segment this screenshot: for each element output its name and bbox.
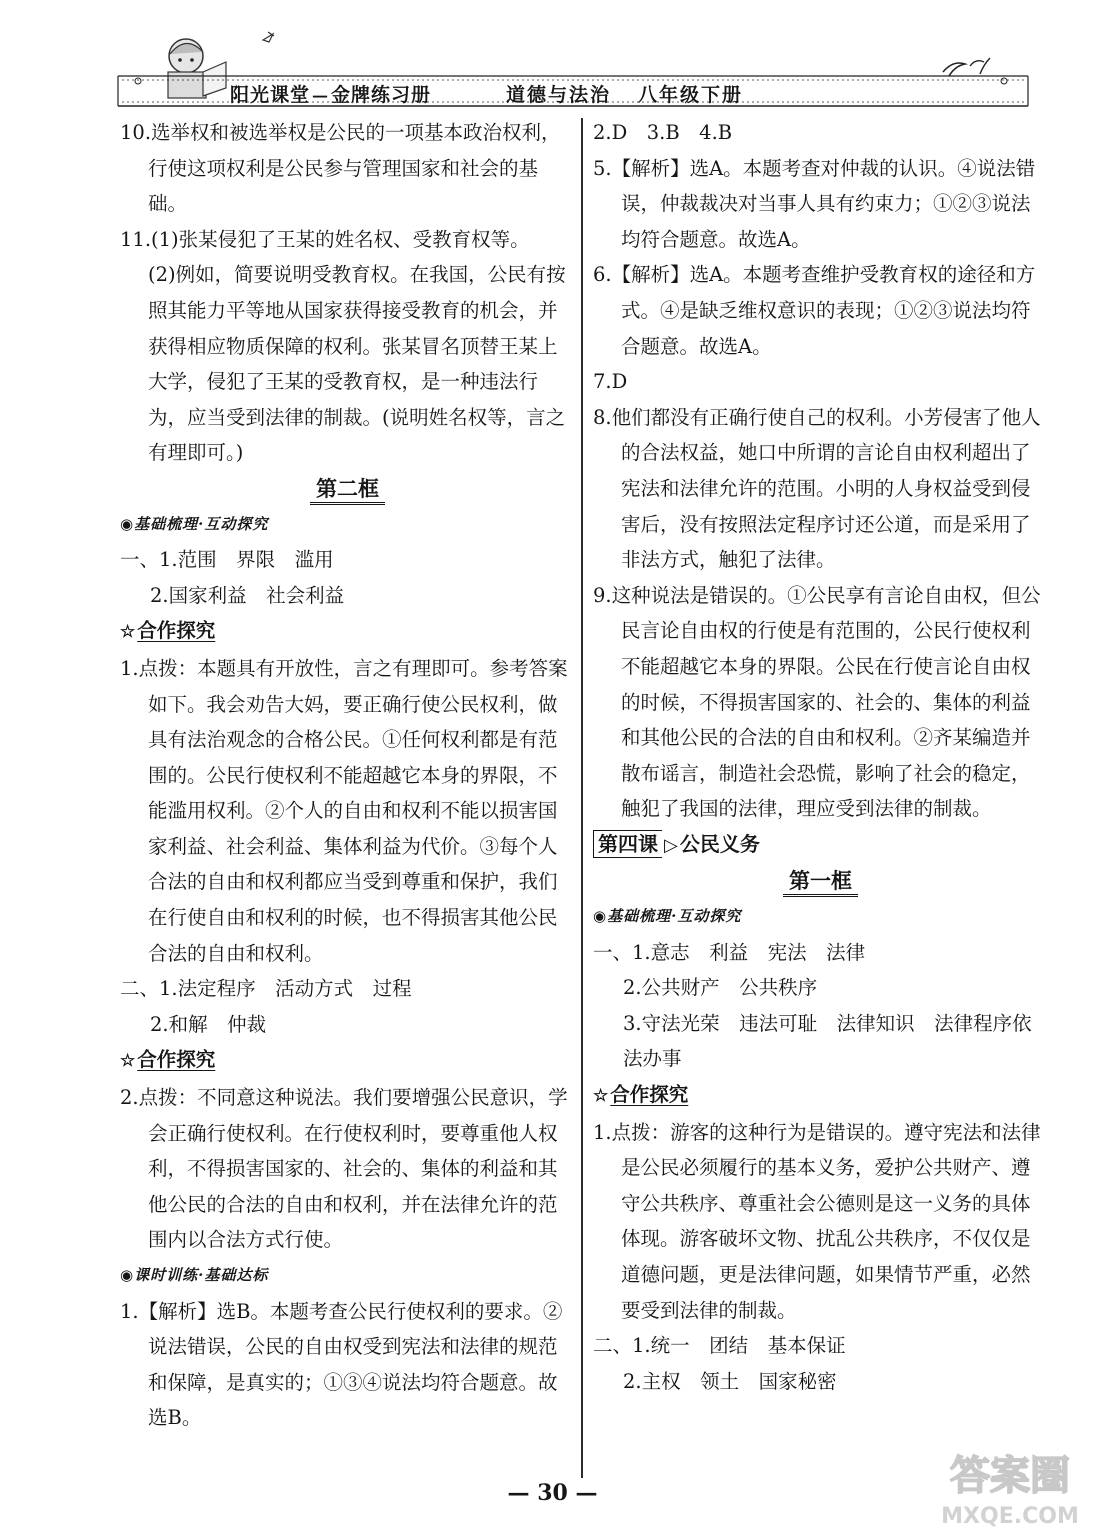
header-subject: 道德与法治 <box>506 84 612 106</box>
r-section2-item2: 2.主权 领土 国家秘密 <box>623 1369 837 1393</box>
drill-answer-9: 9.这种说法是错误的。①公民享有言论自由权，但公民言论自由权的行使是有范围的，公民行使权利不能超越它本身的界限。公民在行使言论自由权的时候，不得损害国家的、社会的、集体的利益和其他公民的合法的自由和权利。②齐某编造并散布谣言，制造社会恐慌，影响了社会的稳定，触犯了我国的法律，理应受到法律的制裁。 <box>593 583 1041 821</box>
book-name: 金牌练习册 <box>331 84 432 106</box>
coop-answer-2: 2.点拨：不同意这种说法。我们要增强公民意识，学会正确行使权利。在行使权利时，要尊重他人权利，不得损害国家的、社会的、集体的利益和其他公民的合法的自由和权利，并在法律允许的范围内以合法方式行使。 <box>120 1086 568 1252</box>
r-coop-answer-1: 1.点拨：游客的这种行为是错误的。遵守宪法和法律是公民必须履行的基本义务，爱护公共财产、遵守公共秩序、尊重社会公德则是这一义务的具体体现。游客破坏文物、扰乱公共秩序，不仅仅是道德问题，更是法律问题，如果情节严重，必然要受到法律的制裁。 <box>593 1120 1041 1322</box>
watermark-bottom-text: MXQE.COM <box>941 1504 1079 1529</box>
section-bullet-icon: ◉ <box>593 907 608 926</box>
header-series-title <box>230 80 431 107</box>
r-section2-item1: 二、1.统一 团结 基本保证 <box>593 1334 846 1358</box>
section1-item1: 一、1.范围 界限 滥用 <box>120 548 334 572</box>
lesson-number-box: 第四课 <box>593 830 662 858</box>
watermark-top-text: 答案圈 <box>950 1453 1070 1499</box>
frame-2-title <box>120 471 575 507</box>
section2-item1: 二、1.法定程序 活动方式 过程 <box>120 977 412 1001</box>
star-icon: ☆ <box>120 622 136 643</box>
r-section1-item3: 3.守法光荣 违法可耻 法律知识 法律程序依法办事 <box>623 1011 1032 1071</box>
cooperative-inquiry-heading-1 <box>120 613 575 651</box>
drill-label-text: 课时训练·基础达标 <box>134 1266 269 1284</box>
r-section1-item1: 一、1.意志 利益 宪法 法律 <box>593 940 866 964</box>
basic-review-label <box>120 507 575 543</box>
drill-answer-7: 7.D <box>593 370 628 394</box>
answer-10: 10.选举权和被选举权是公民的一项基本政治权利，行使这项权利是公民参与管理国家和社会的基础。 <box>120 121 561 216</box>
section1-item2: 2.国家利益 社会利益 <box>150 583 345 607</box>
lesson-4-heading <box>593 827 1048 864</box>
cooperative-inquiry-heading-2 <box>120 1042 575 1080</box>
section-bullet-icon: ◉ <box>120 514 135 533</box>
section2-item2: 2.和解 仲裁 <box>150 1012 267 1036</box>
drill-answers-2-4: 2.D 3.B 4.B <box>593 121 733 144</box>
coop-heading-text: 合作探究 <box>610 1083 689 1107</box>
coop-answer-1: 1.点拨：本题具有开放性，言之有理即可。参考答案如下。我会劝告大妈，要正确行使公民权利，做具有法治观念的合格公民。①任何权利都是有范围的。公民行使权利不能超越它本身的界限，不能滥用权利。②个人的自由和权利不能以损害国家利益、社会利益、集体利益为代价。③每个人合法的自由和权利都应当受到尊重和保护，我们在行使自由和权利的时候，也不得损害其他公民合法的自由和权利。 <box>120 656 568 965</box>
coop-heading-text: 合作探究 <box>137 1048 216 1072</box>
column-divider <box>581 118 583 1478</box>
drill-answer-8: 8.他们都没有正确行使自己的权利。小芳侵害了他人的合法权益，她口中所谓的言论自由权利超出了宪法和法律允许的范围。小明的人身权益受到侵害后，没有按照法定程序讨还公道，而是采用了非法方式，触犯了法律。 <box>593 405 1041 572</box>
frame-1-title <box>593 863 1048 899</box>
birds-illustration <box>943 58 990 76</box>
coop-heading-text: 合作探究 <box>137 619 216 643</box>
cooperative-inquiry-heading-3 <box>593 1077 1048 1115</box>
basic-review-text: 基础梳理·互动探究 <box>607 907 742 926</box>
drill-answer-5: 5.【解析】选A。本题考查对仲裁的认识。④说法错误，仲裁裁决对当事人具有约束力；①②③说法均符合题意。故选A。 <box>593 156 1036 251</box>
page-number: — 30 — <box>507 1480 598 1506</box>
drill-label <box>120 1258 575 1294</box>
series-name: 阳光课堂 <box>230 84 311 106</box>
basic-review-label-2 <box>593 899 1048 935</box>
left-column <box>120 115 575 1436</box>
r-section1-item2: 2.公共财产 公共秩序 <box>623 976 818 1000</box>
watermark-logo <box>930 1445 1090 1530</box>
page-header <box>108 10 1036 110</box>
basic-review-text: 基础梳理·互动探究 <box>134 514 269 533</box>
drill-answer-6: 6.【解析】选A。本题考查维护受教育权的途径和方式。④是缺乏维权意识的表现；①②③说法均符合题意。故选A。 <box>593 263 1036 358</box>
drill-answer-1: 1.【解析】选B。本题考查公民行使权利的要求。②说法错误，公民的自由权受到宪法和法律的规范和保障，是真实的；①③④说法均符合题意。故选B。 <box>120 1299 563 1430</box>
answer-11-part1: 11.(1)张某侵犯了王某的姓名权、受教育权等。 <box>120 227 530 251</box>
frame-1-title-text: 第一框 <box>783 868 858 897</box>
frame-2-title-text: 第二框 <box>310 476 385 505</box>
chevron-right-icon: ▷ <box>664 834 678 856</box>
header-grade: 八年级下册 <box>638 84 744 106</box>
right-column <box>593 115 1048 1399</box>
section-bullet-icon: ◉ <box>120 1266 135 1284</box>
answer-11-part2: (2)例如，简要说明受教育权。在我国，公民有按照其能力平等地从国家获得接受教育的机会，并获得相应物质保障的权利。张某冒名顶替王某上大学，侵犯了王某的受教育权，是一种违法行为，应当受到法律的制裁。(说明姓名权等，言之有理即可。) <box>148 263 566 465</box>
title-separator: — <box>312 86 330 105</box>
lesson-title: 公民义务 <box>679 831 760 856</box>
star-icon: ☆ <box>120 1051 136 1072</box>
star-icon: ☆ <box>593 1086 609 1107</box>
